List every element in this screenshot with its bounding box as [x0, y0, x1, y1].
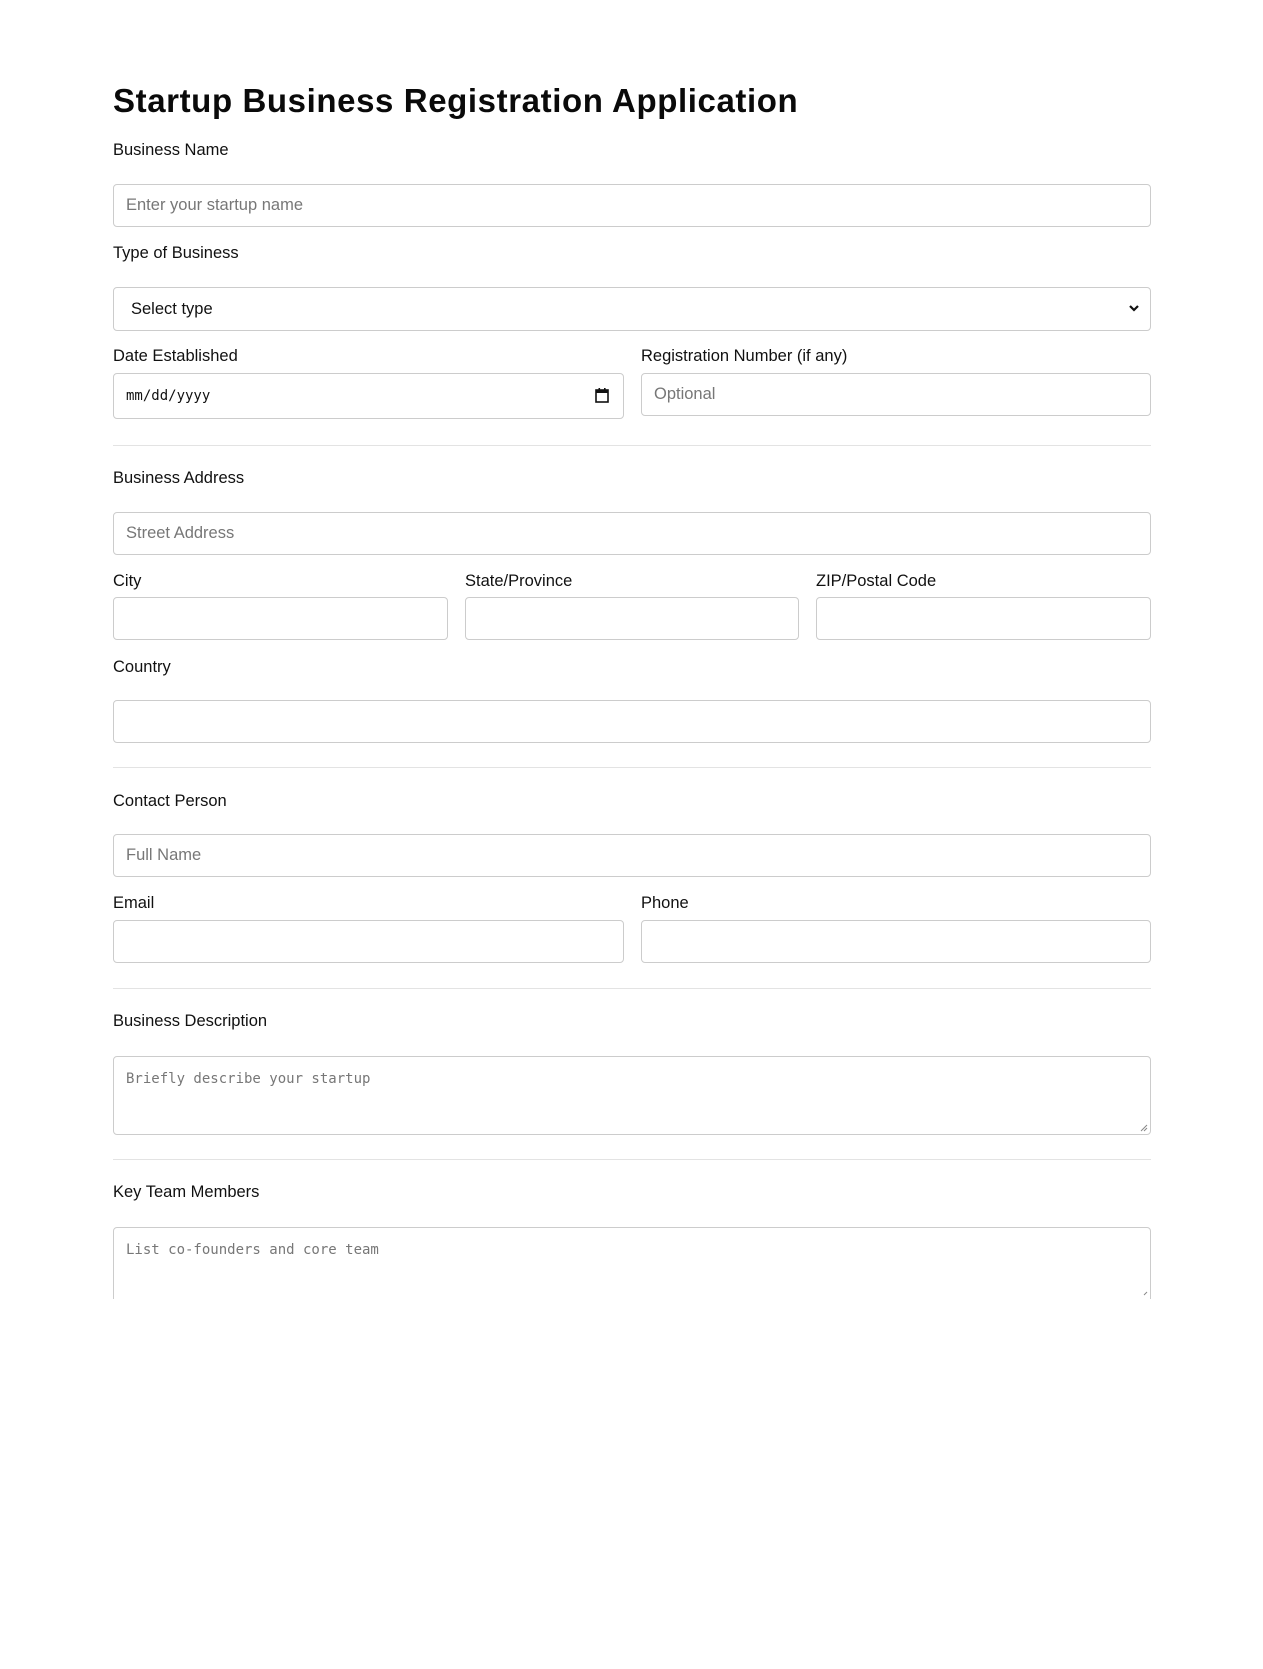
key-team-members-label: Key Team Members: [113, 1183, 260, 1201]
registration-number-input[interactable]: [641, 373, 1151, 416]
key-team-members-viewport: [113, 1227, 1151, 1299]
state-label: State/Province: [465, 572, 573, 590]
business-description-placeholder: Briefly describe your startup: [126, 1071, 371, 1087]
section-divider: [113, 767, 1151, 768]
street-address-placeholder: Street Address: [126, 524, 235, 542]
business-description-label: Business Description: [113, 1012, 268, 1030]
chevron-down-icon: [1128, 302, 1140, 314]
key-team-members-textarea[interactable]: [113, 1227, 1151, 1299]
business-name-input[interactable]: [113, 184, 1151, 227]
contact-person-label: Contact Person: [113, 792, 227, 810]
business-name-label: Business Name: [113, 141, 229, 159]
section-divider: [113, 445, 1151, 446]
page-title: Startup Business Registration Application: [113, 82, 799, 119]
section-divider: [113, 1159, 1151, 1160]
business-description-textarea[interactable]: [113, 1056, 1151, 1135]
street-address-input[interactable]: [113, 512, 1151, 555]
city-input[interactable]: [113, 597, 448, 640]
zip-input[interactable]: [816, 597, 1151, 640]
business-name-placeholder: Enter your startup name: [126, 196, 304, 214]
business-address-label: Business Address: [113, 469, 245, 487]
key-team-members-placeholder: List co-founders and core team: [126, 1242, 379, 1258]
country-label: Country: [113, 658, 171, 676]
zip-label: ZIP/Postal Code: [816, 572, 937, 590]
email-label: Email: [113, 894, 155, 912]
resize-grip-icon[interactable]: [1139, 1123, 1148, 1132]
email-input[interactable]: [113, 920, 624, 963]
section-divider: [113, 988, 1151, 989]
business-type-select[interactable]: [113, 287, 1151, 331]
contact-name-input[interactable]: [113, 834, 1151, 877]
date-established-label: Date Established: [113, 347, 238, 365]
country-input[interactable]: [113, 700, 1151, 743]
business-type-selected: Select type: [131, 299, 213, 318]
phone-input[interactable]: [641, 920, 1151, 963]
registration-number-placeholder: Optional: [654, 385, 716, 403]
phone-label: Phone: [641, 894, 689, 912]
state-input[interactable]: [465, 597, 799, 640]
date-established-input[interactable]: [113, 373, 624, 419]
city-label: City: [113, 572, 142, 590]
calendar-icon[interactable]: [595, 388, 609, 403]
registration-number-label: Registration Number (if any): [641, 347, 848, 365]
date-established-placeholder: mm/dd/yyyy: [126, 388, 211, 404]
resize-grip-icon[interactable]: [1139, 1287, 1148, 1296]
business-type-label: Type of Business: [113, 244, 239, 262]
contact-name-placeholder: Full Name: [126, 846, 202, 864]
